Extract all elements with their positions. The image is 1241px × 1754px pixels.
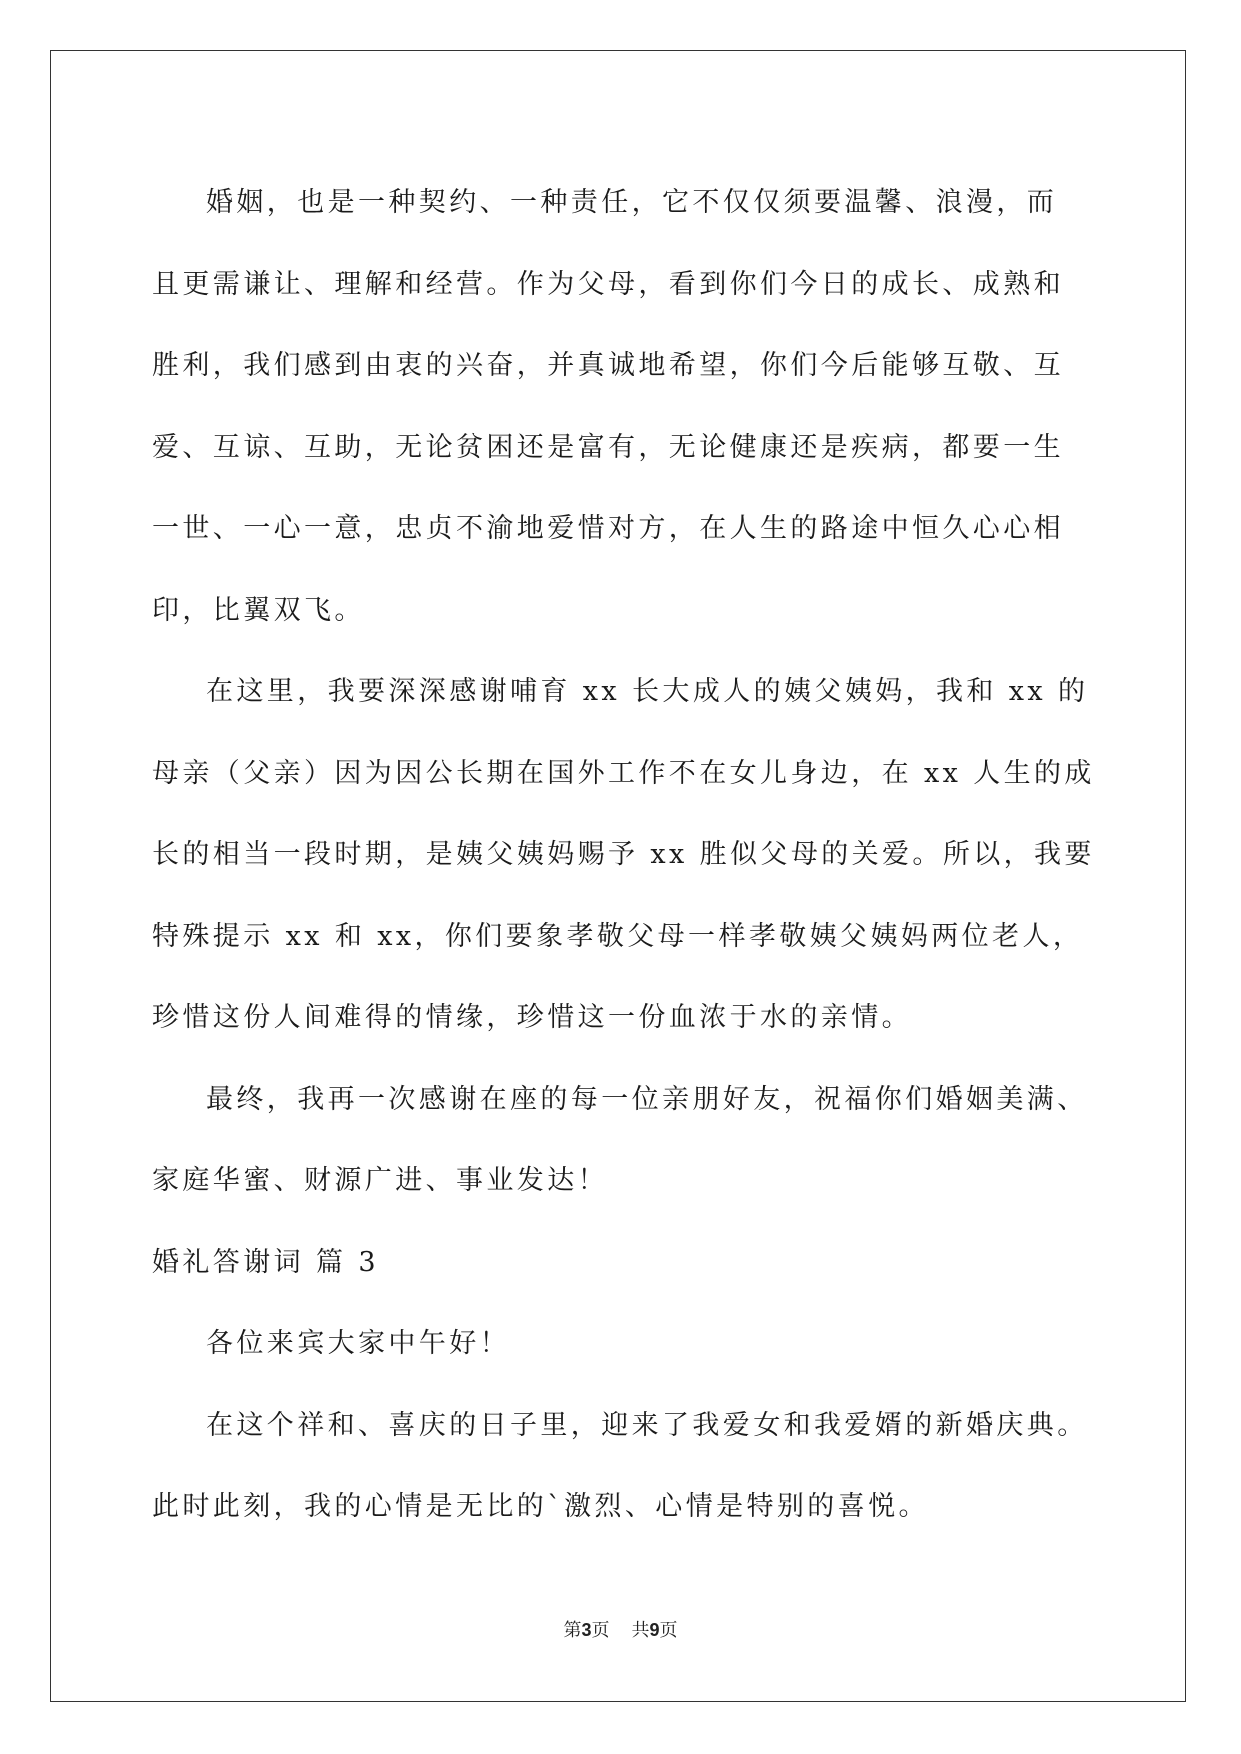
total-suffix: 页 (659, 1620, 678, 1641)
text-line: 最终，我再一次感谢在座的每一位亲朋好友，祝福你们婚姻美满、 (206, 1083, 1088, 1115)
document-body (152, 162, 1095, 1548)
text-line: 母亲（父亲）因为因公长期在国外工作不在女儿身边，在 xx 人生的成 (152, 757, 1095, 789)
section-heading: 婚礼答谢词 篇 3 (152, 1246, 379, 1278)
current-page-number: 3 (581, 1620, 592, 1640)
paragraph-thanks-aunt-uncle (152, 651, 1095, 1059)
text-line: 长的相当一段时期，是姨父姨妈赐予 xx 胜似父母的关爱。所以，我要 (152, 839, 1095, 870)
page-prefix: 第 (563, 1620, 582, 1641)
text-line: 此时此刻，我的心情是无比的`激烈、心情是特别的喜悦。 (152, 1491, 929, 1522)
page-footer (0, 1618, 1241, 1643)
text-line: 印，比翼双飞。 (152, 594, 365, 626)
total-page-number: 9 (649, 1620, 660, 1640)
text-line: 婚姻，也是一种契约、一种责任，它不仅仅须要温馨、浪漫，而 (206, 187, 1058, 218)
paragraph-greeting (152, 1303, 1082, 1385)
paragraph-final-blessing (152, 1059, 1088, 1222)
text-line: 爱、互谅、互助，无论贫困还是富有，无论健康还是疾病，都要一生 (152, 431, 1064, 463)
text-line: 各位来宾大家中午好！ (206, 1328, 510, 1359)
page-suffix: 页 (591, 1620, 610, 1641)
text-line: 珍惜这份人间难得的情缘，珍惜这一份血浓于水的亲情。 (152, 1002, 912, 1033)
text-line: 特殊提示 xx 和 xx，你们要象孝敬父母一样孝敬姨父姨妈两位老人， (152, 920, 1084, 952)
text-line: 家庭华蜜、财源广进、事业发达！ (152, 1165, 608, 1196)
paragraph-marriage-responsibility (152, 162, 1082, 651)
text-line: 胜利，我们感到由衷的兴奋，并真诚地希望，你们今后能够互敬、互 (152, 350, 1064, 381)
total-prefix: 共 (631, 1620, 650, 1641)
text-line: 在这里，我要深深感谢哺育 xx 长大成人的姨父姨妈，我和 xx 的 (206, 676, 1089, 707)
text-line: 一世、一心一意，忠贞不渝地爱惜对方，在人生的路途中恒久心心相 (152, 513, 1064, 544)
text-line: 在这个祥和、喜庆的日子里，迎来了我爱女和我爱婿的新婚庆典。 (206, 1409, 1088, 1441)
text-line: 且更需谦让、理解和经营。作为父母，看到你们今日的成长、成熟和 (152, 268, 1064, 300)
paragraph-wedding-celebration (152, 1385, 1088, 1548)
